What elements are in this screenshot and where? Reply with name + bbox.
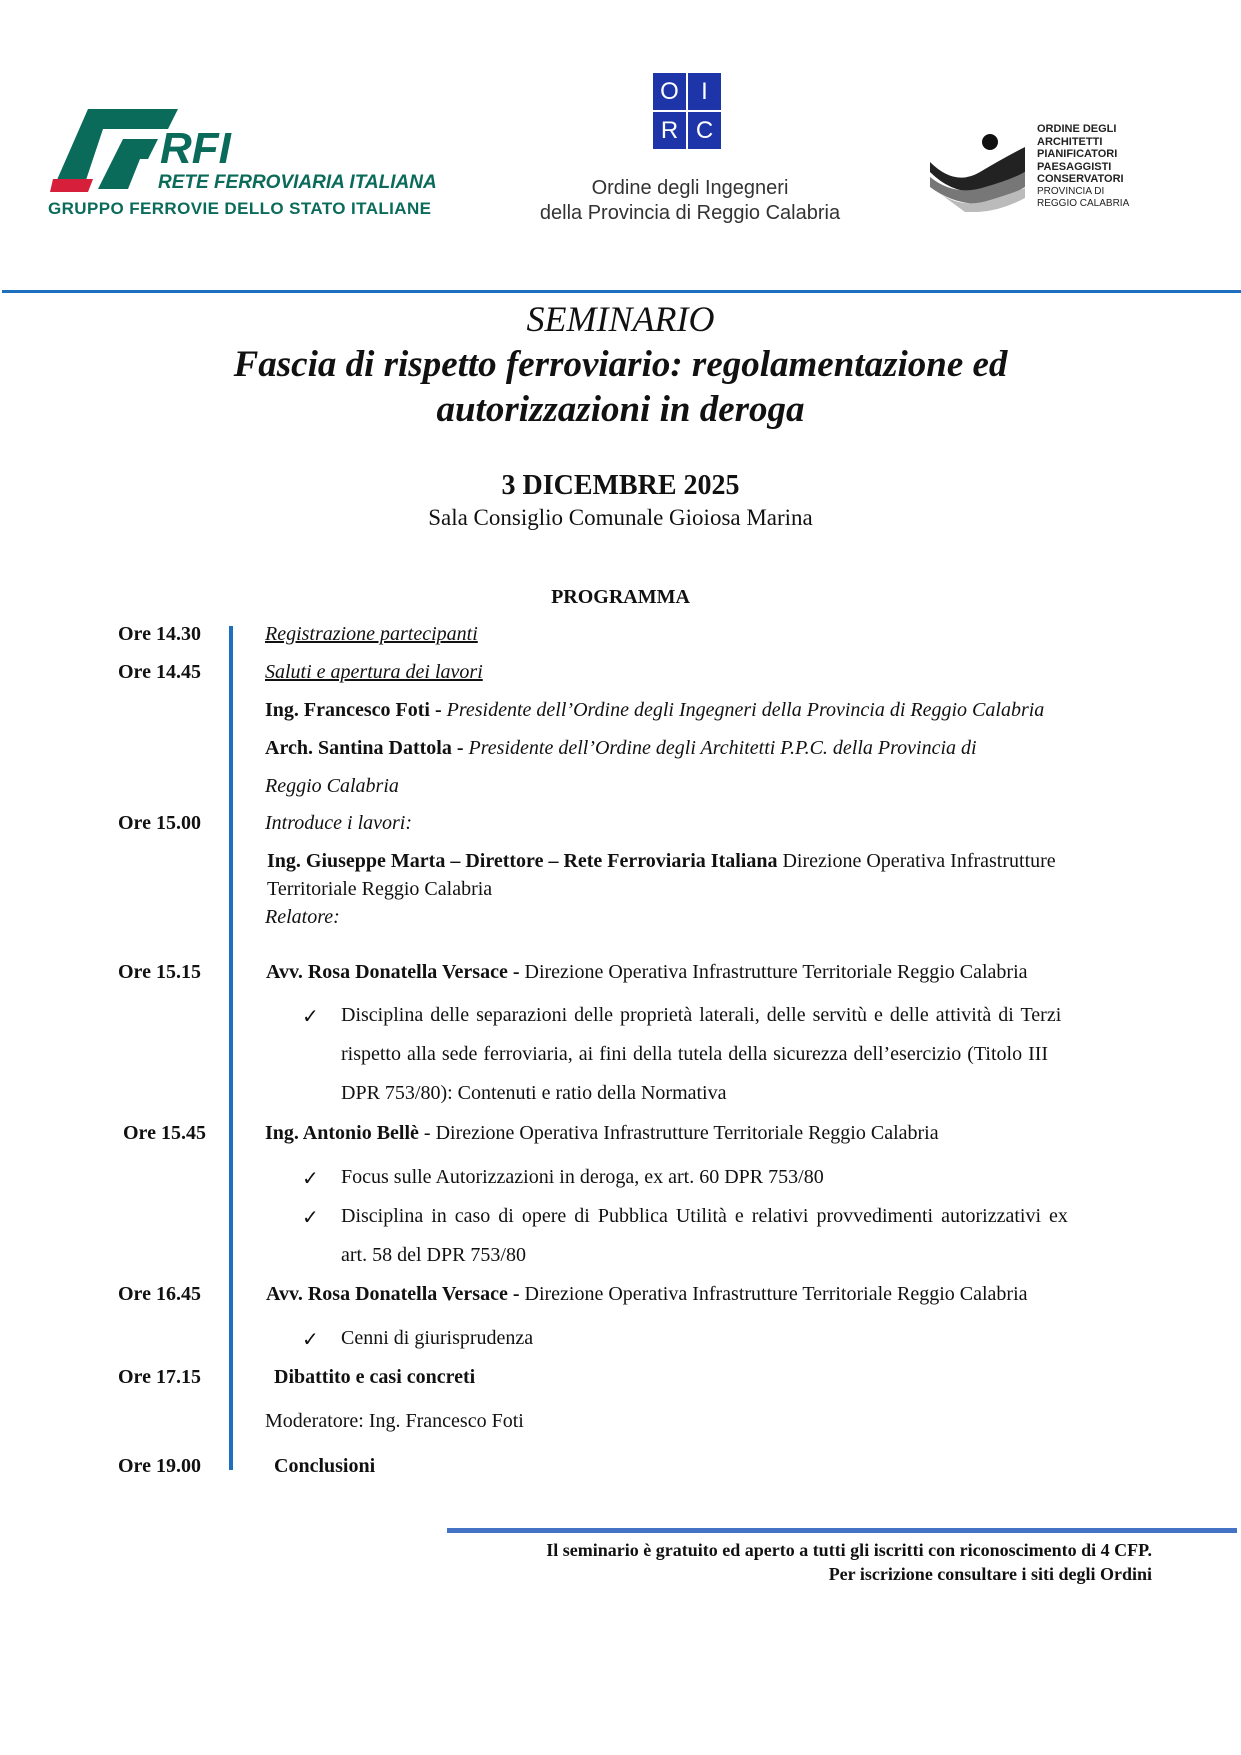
rfi-group: GRUPPO FERROVIE DELLO STATO ITALIANE (48, 199, 432, 218)
footer-divider (447, 1528, 1237, 1533)
speaker-name: Arch. Santina Dattola - (265, 737, 464, 759)
speaker-name: Ing. Antonio Bellè (265, 1122, 419, 1144)
rfi-mark: RFI (160, 124, 231, 173)
speaker-foti (265, 699, 1044, 722)
architetti-line: ORDINE DEGLI (1037, 123, 1117, 135)
footer-line2: Per iscrizione consultare i siti degli Ordini (828, 1564, 1152, 1584)
relatore-label: Relatore: (265, 906, 340, 928)
topic-line: art. 58 del DPR 753/80 (341, 1244, 526, 1266)
time-label: Ore 14.45 (118, 661, 201, 683)
oirc-letter: R (653, 112, 686, 149)
oirc-letter: I (688, 73, 721, 110)
speaker-role: Direzione Operativa Infrastrutture (782, 850, 1056, 872)
oirc-line1: Ordine degli Ingegneri (591, 177, 789, 199)
time-label: Ore 15.45 (123, 1122, 206, 1144)
speaker-belle (265, 1122, 939, 1145)
check-icon: ✓ (302, 1207, 319, 1229)
topic-line: rispetto alla sede ferroviaria, ai fini della tutela della sicurezza dell’esercizio (Titolo III (341, 1043, 1049, 1065)
topic-line: Disciplina delle separazioni delle proprietà laterali, delle servitù e delle attività di Terzi (341, 1004, 1062, 1026)
architetti-line: ARCHITETTI (1037, 135, 1103, 148)
registrazione: Registrazione partecipanti (265, 623, 478, 645)
architetti-sub: PROVINCIA DI (1037, 185, 1105, 197)
topic-line: Cenni di giurisprudenza (341, 1327, 534, 1349)
timeline-bar (229, 626, 233, 1470)
time-label: Ore 17.15 (118, 1366, 201, 1388)
saluti: Saluti e apertura dei lavori (265, 661, 483, 683)
architetti-line: PIANIFICATORI (1037, 148, 1118, 160)
check-icon: ✓ (302, 1329, 319, 1351)
speaker-name: Avv. Rosa Donatella Versace - (266, 961, 520, 983)
speaker-name: Ing. Francesco Foti - (265, 699, 442, 721)
time-label: Ore 15.15 (118, 961, 201, 983)
architetti-line: PAESAGGISTI (1037, 160, 1112, 173)
time-label: Ore 14.30 (118, 623, 201, 645)
seminar-title-line1: Fascia di rispetto ferroviario: regolamentazione ed (233, 344, 1008, 385)
speaker-dattola (265, 737, 977, 760)
speaker-role: - Direzione Operativa Infrastrutture Territoriale Reggio Calabria (423, 1122, 939, 1144)
speaker-name: Ing. Giuseppe Marta – Direttore – Rete Ferroviaria Italiana (267, 850, 778, 872)
seminar-title-line2: autorizzazioni in deroga (436, 389, 805, 430)
header-divider (2, 290, 1241, 293)
topic-line: Focus sulle Autorizzazioni in deroga, ex art. 60 DPR 753/80 (341, 1166, 824, 1188)
oirc-logo (653, 73, 721, 149)
architetti-emblem-icon (925, 132, 1035, 212)
speaker-marta (267, 850, 1056, 873)
seminar-venue: Sala Consiglio Comunale Gioiosa Marina (428, 505, 813, 530)
check-icon: ✓ (302, 1168, 319, 1190)
conclusioni: Conclusioni (274, 1455, 376, 1477)
introduce-label: Introduce i lavori: (265, 812, 413, 834)
speaker-versace (266, 961, 1028, 984)
speaker-role: Presidente dell’Ordine degli Ingegneri della Provincia di Reggio Calabria (446, 699, 1045, 721)
footer-line1: Il seminario è gratuito ed aperto a tutti gli iscritti con riconoscimento di 4 CFP. (546, 1540, 1152, 1560)
time-label: Ore 16.45 (118, 1283, 201, 1305)
time-label: Ore 15.00 (118, 812, 201, 834)
speaker-role: Direzione Operativa Infrastrutture Territoriale Reggio Calabria (524, 961, 1028, 983)
speaker-marta-role-cont: Territoriale Reggio Calabria (267, 878, 493, 900)
oirc-line2: della Provincia di Reggio Calabria (539, 202, 841, 224)
speaker-name: Avv. Rosa Donatella Versace - (266, 1283, 520, 1305)
time-label: Ore 19.00 (118, 1455, 201, 1477)
dibattito: Dibattito e casi concreti (274, 1366, 476, 1388)
architetti-line: CONSERVATORI (1037, 173, 1124, 185)
check-icon: ✓ (302, 1006, 319, 1028)
moderatore: Moderatore: Ing. Francesco Foti (265, 1410, 524, 1432)
speaker-role: Presidente dell’Ordine degli Architetti P.P.C. della Provincia di (468, 737, 977, 759)
speaker-versace-2 (266, 1283, 1028, 1306)
topic-line: DPR 753/80): Contenuti e ratio della Normativa (341, 1082, 727, 1104)
oirc-letter: O (653, 73, 686, 110)
speaker-role: Direzione Operativa Infrastrutture Territoriale Reggio Calabria (524, 1283, 1028, 1305)
seminar-kicker: SEMINARIO (526, 299, 715, 339)
topic-line: Disciplina in caso di opere di Pubblica Utilità e relativi provvedimenti autorizzativi ex (341, 1205, 1068, 1227)
oirc-letter: C (688, 112, 721, 149)
speaker-dattola-role-cont: Reggio Calabria (265, 775, 399, 797)
seminar-date: 3 DICEMBRE 2025 (501, 470, 740, 501)
architetti-sub: REGGIO CALABRIA (1037, 198, 1130, 209)
rfi-name: RETE FERROVIARIA ITALIANA (158, 172, 437, 193)
programma-heading: PROGRAMMA (551, 586, 690, 608)
rfi-logo (48, 104, 478, 224)
architetti-text (1037, 123, 1129, 211)
